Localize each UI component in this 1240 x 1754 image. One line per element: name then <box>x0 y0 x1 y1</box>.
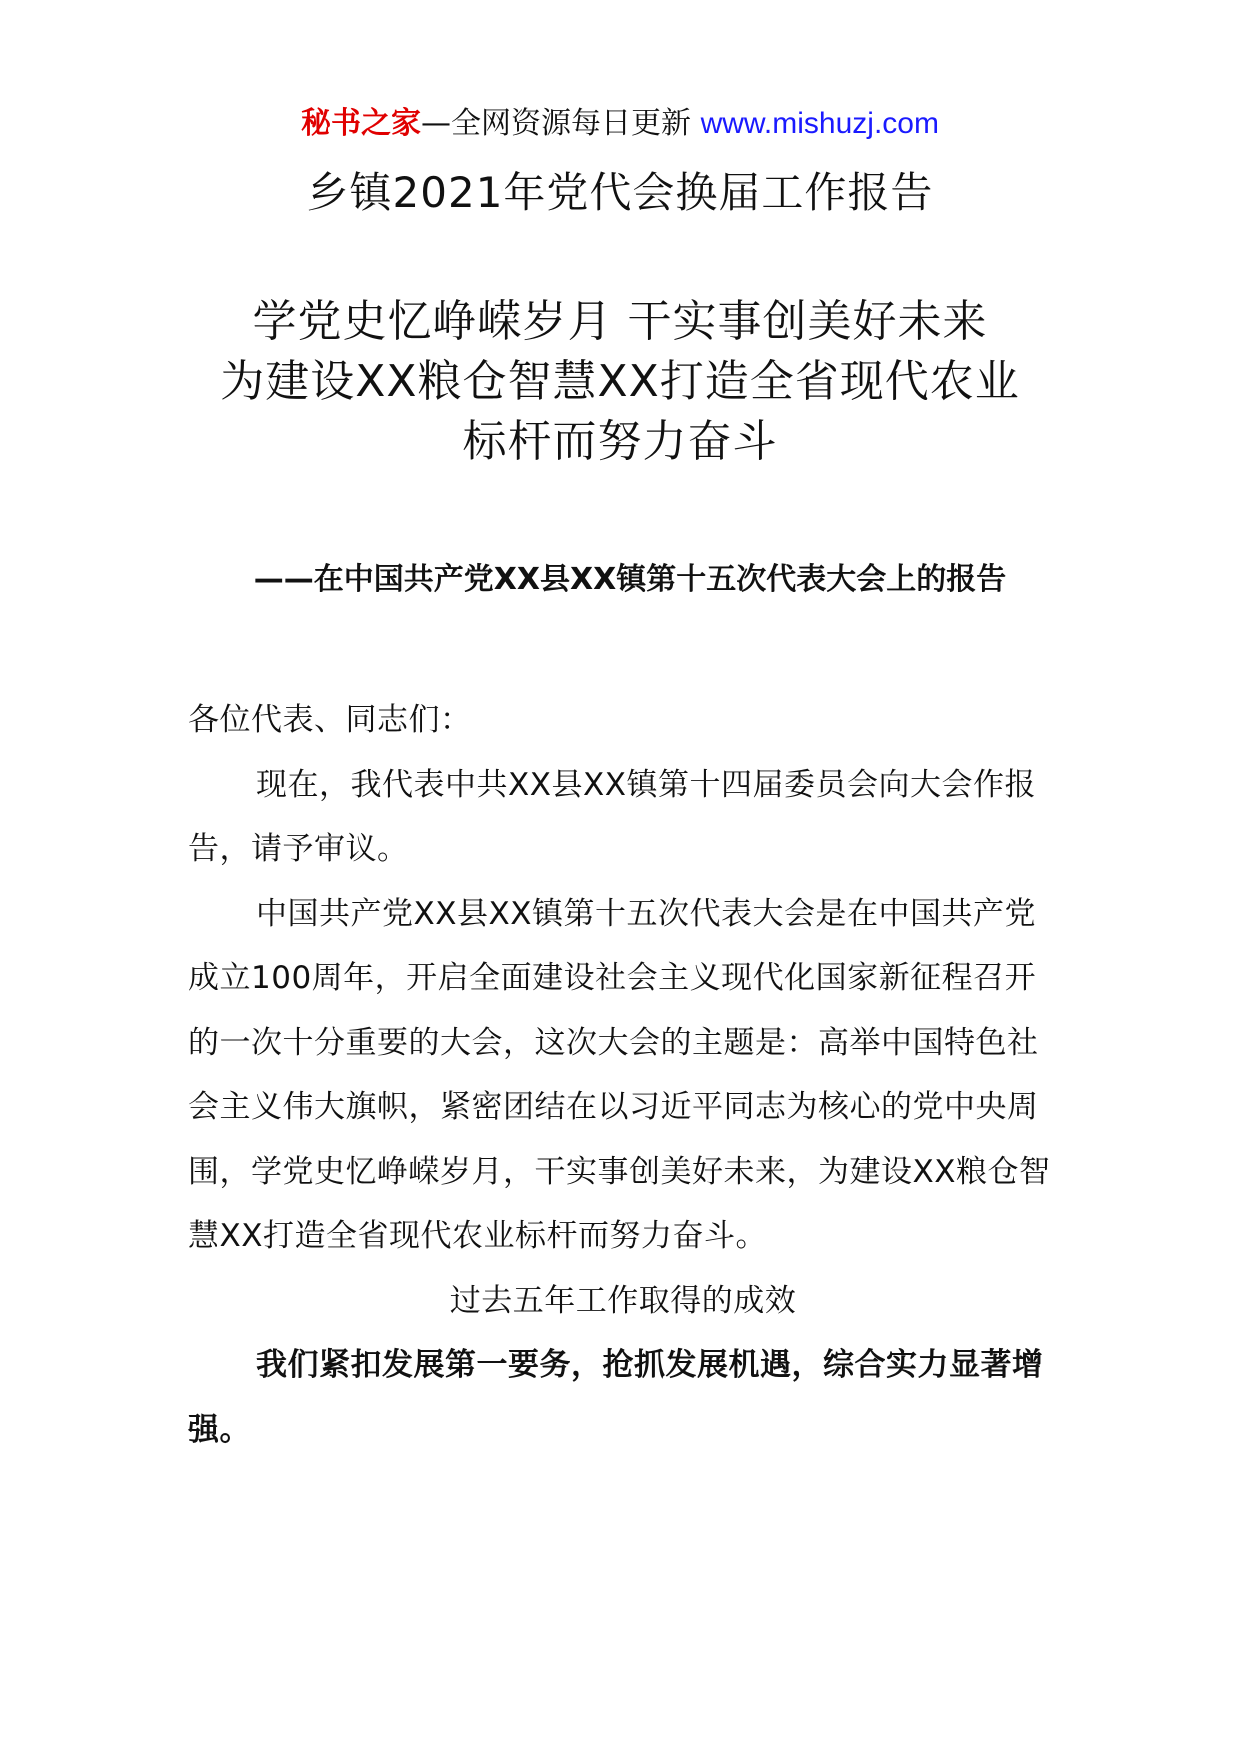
report-subtitle: ——在中国共产党XX县XX镇第十五次代表大会上的报告 <box>253 562 1007 597</box>
main-title-line: 标杆而努力奋斗 <box>462 416 778 467</box>
site-url-link[interactable]: www.mishuzj.com <box>700 107 939 140</box>
document-title: 乡镇2021年党代会换届工作报告 <box>306 168 934 217</box>
main-title-line: 学党史忆峥嵘岁月 干实事创美好未来 <box>252 296 988 347</box>
site-banner <box>0 102 1240 146</box>
salutation: 各位代表、同志们： <box>188 702 472 738</box>
main-title <box>120 292 1120 472</box>
bold-paragraph: 我们紧扣发展第一要务，抢抓发展机遇，综合实力显著增强。 <box>188 1347 1044 1448</box>
body-paragraph: 中国共产党XX县XX镇第十五次代表大会是在中国共产党成立100周年，开启全面建设社会主义现代化国家新征程召开的一次十分重要的大会，这次大会的主题是：高举中国特色社会主义伟大旗帜，紧密团结在以习近平同志为核心的党中央周围，学党史忆峥嵘岁月，干实事创美好未来，为建设XX粮仓智慧XX打造全省现代农业标杆而努力奋斗。 <box>188 895 1051 1254</box>
brand-name: 秘书之家 <box>301 106 422 141</box>
section-heading: 过去五年工作取得的成效 <box>449 1282 797 1319</box>
main-title-line: 为建设XX粮仓智慧XX打造全省现代农业 <box>220 356 1020 407</box>
banner-tagline: —全网资源每日更新 <box>421 106 701 141</box>
body-paragraph: 现在，我代表中共XX县XX镇第十四届委员会向大会作报告，请予审议。 <box>188 766 1036 867</box>
report-body <box>188 688 1058 1462</box>
